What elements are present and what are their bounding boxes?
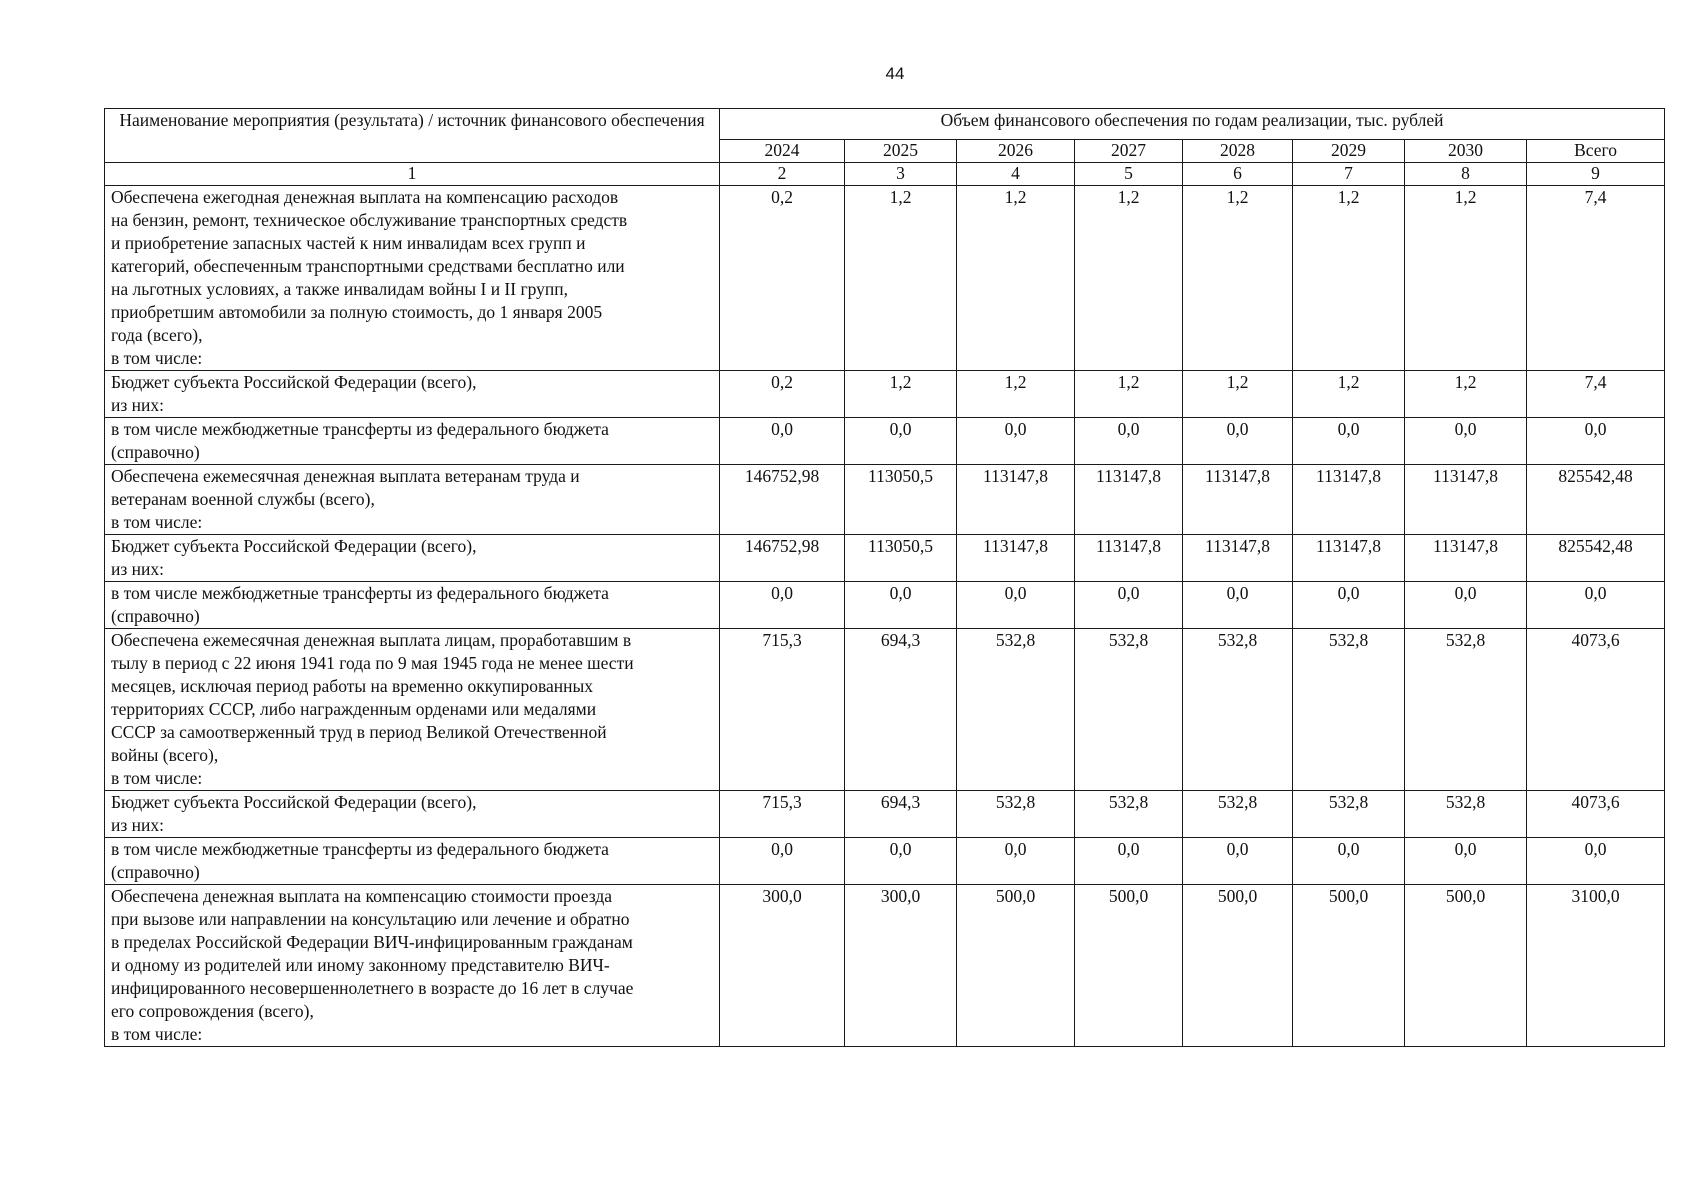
- row-value: 532,8: [957, 629, 1075, 791]
- row-value: 694,3: [845, 629, 957, 791]
- row-value: 0,0: [720, 838, 845, 885]
- table-row: [105, 885, 1665, 1047]
- column-number: 8: [1405, 163, 1527, 186]
- row-value: 146752,98: [720, 465, 845, 535]
- table-row: [105, 838, 1665, 885]
- row-name: [105, 885, 720, 1047]
- row-value: 7,4: [1527, 186, 1665, 371]
- row-name-line: в том числе межбюджетные трансферты из федерального бюджета: [111, 583, 609, 603]
- row-value: 0,0: [1405, 838, 1527, 885]
- row-name: [105, 418, 720, 465]
- header-year: 2028: [1183, 140, 1293, 163]
- row-value: 500,0: [1183, 885, 1293, 1047]
- column-number: 7: [1293, 163, 1405, 186]
- row-value: 113147,8: [1293, 465, 1405, 535]
- row-name-line: территориях СССР, либо награжденным орденами или медалями: [111, 699, 597, 719]
- row-name-line: (справочно): [111, 442, 200, 462]
- row-value: 715,3: [720, 791, 845, 838]
- row-value: 1,2: [1183, 186, 1293, 371]
- row-value: 113147,8: [1183, 465, 1293, 535]
- row-name-line: ветеранам военной службы (всего),: [111, 489, 375, 509]
- row-value: 825542,48: [1527, 535, 1665, 582]
- row-value: 0,0: [1293, 838, 1405, 885]
- row-name-line: категорий, обеспеченным транспортными средствами бесплатно или: [111, 256, 625, 276]
- row-name-line: в том числе межбюджетные трансферты из федерального бюджета: [111, 839, 609, 859]
- row-value: 694,3: [845, 791, 957, 838]
- row-name-line: в том числе:: [111, 768, 203, 788]
- row-name-line: его сопровождения (всего),: [111, 1001, 314, 1021]
- row-name: [105, 371, 720, 418]
- row-value: 4073,6: [1527, 629, 1665, 791]
- row-name-line: Обеспечена денежная выплата на компенсацию стоимости проезда: [111, 886, 613, 906]
- row-value: 1,2: [1183, 371, 1293, 418]
- header-year: 2026: [957, 140, 1075, 163]
- row-value: 1,2: [1075, 186, 1183, 371]
- row-value: 532,8: [1293, 791, 1405, 838]
- row-name-line: войны (всего),: [111, 745, 219, 765]
- row-value: 0,0: [1075, 418, 1183, 465]
- header-year: Всего: [1527, 140, 1665, 163]
- row-value: 0,0: [1405, 582, 1527, 629]
- row-name-line: и приобретение запасных частей к ним инвалидам всех групп и: [111, 233, 586, 253]
- row-value: 4073,6: [1527, 791, 1665, 838]
- row-name-line: Обеспечена ежегодная денежная выплата на компенсацию расходов: [111, 187, 619, 207]
- row-value: 1,2: [845, 186, 957, 371]
- column-number: 9: [1527, 163, 1665, 186]
- row-value: 113147,8: [1405, 465, 1527, 535]
- header-name-column: Наименование мероприятия (результата) / источник финансового обеспечения: [105, 109, 720, 163]
- row-name-line: в том числе:: [111, 512, 203, 532]
- row-name-line: и одному из родителей или иному законному представителю ВИЧ-: [111, 955, 610, 975]
- table-row: [105, 465, 1665, 535]
- column-number: 2: [720, 163, 845, 186]
- row-name-line: в пределах Российской Федерации ВИЧ-инфицированным гражданам: [111, 932, 633, 952]
- row-value: 0,0: [1293, 418, 1405, 465]
- column-number: 5: [1075, 163, 1183, 186]
- row-value: 0,0: [957, 838, 1075, 885]
- row-value: 113147,8: [957, 465, 1075, 535]
- row-value: 532,8: [1405, 629, 1527, 791]
- row-value: 113147,8: [1405, 535, 1527, 582]
- row-value: 1,2: [1405, 371, 1527, 418]
- row-value: 1,2: [957, 186, 1075, 371]
- row-value: 300,0: [720, 885, 845, 1047]
- table-row: [105, 535, 1665, 582]
- row-value: 500,0: [1293, 885, 1405, 1047]
- row-name-line: (справочно): [111, 606, 200, 626]
- row-name-line: из них:: [111, 815, 164, 835]
- row-name-line: Бюджет субъекта Российской Федерации (всего),: [111, 536, 477, 556]
- row-value: 0,2: [720, 186, 845, 371]
- row-value: 532,8: [1075, 791, 1183, 838]
- row-value: 113147,8: [957, 535, 1075, 582]
- row-name-line: при вызове или направлении на консультацию или лечение и обратно: [111, 909, 630, 929]
- row-value: 825542,48: [1527, 465, 1665, 535]
- row-value: 300,0: [845, 885, 957, 1047]
- row-name-line: года (всего),: [111, 325, 203, 345]
- row-value: 0,0: [1527, 418, 1665, 465]
- column-number: 3: [845, 163, 957, 186]
- table-row: [105, 418, 1665, 465]
- header-year: 2029: [1293, 140, 1405, 163]
- header-year: 2030: [1405, 140, 1527, 163]
- row-name: [105, 582, 720, 629]
- financing-table: [104, 108, 1665, 1047]
- row-value: 1,2: [957, 371, 1075, 418]
- row-value: 0,0: [720, 582, 845, 629]
- row-value: 113147,8: [1075, 535, 1183, 582]
- row-value: 0,0: [1405, 418, 1527, 465]
- row-name-line: из них:: [111, 559, 164, 579]
- row-value: 1,2: [1293, 186, 1405, 371]
- row-value: 113147,8: [1075, 465, 1183, 535]
- row-value: 0,0: [1183, 838, 1293, 885]
- row-name-line: Бюджет субъекта Российской Федерации (всего),: [111, 792, 477, 812]
- table-body: [105, 163, 1665, 1047]
- row-value: 0,0: [957, 418, 1075, 465]
- table-row: [105, 371, 1665, 418]
- row-value: 500,0: [1075, 885, 1183, 1047]
- column-numbers-row: [105, 163, 1665, 186]
- row-value: 0,0: [1527, 582, 1665, 629]
- row-value: 532,8: [1293, 629, 1405, 791]
- table-row: [105, 186, 1665, 371]
- row-name: [105, 465, 720, 535]
- row-name-line: из них:: [111, 395, 164, 415]
- row-name-line: приобретшим автомобили за полную стоимость, до 1 января 2005: [111, 302, 603, 322]
- row-name: [105, 629, 720, 791]
- row-value: 113147,8: [1183, 535, 1293, 582]
- row-name-line: Обеспечена ежемесячная денежная выплата ветеранам труда и: [111, 466, 580, 486]
- row-value: 0,0: [845, 838, 957, 885]
- row-name-line: Обеспечена ежемесячная денежная выплата лицам, проработавшим в: [111, 630, 632, 650]
- row-name-line: на льготных условиях, а также инвалидам войны I и II групп,: [111, 279, 569, 299]
- row-value: 0,0: [1075, 838, 1183, 885]
- column-number: 4: [957, 163, 1075, 186]
- header-volume-span: Объем финансового обеспечения по годам реализации, тыс. рублей: [720, 109, 1665, 140]
- row-value: 1,2: [845, 371, 957, 418]
- table-row: [105, 582, 1665, 629]
- row-name-line: в том числе:: [111, 1024, 203, 1044]
- row-value: 0,0: [1183, 582, 1293, 629]
- row-value: 532,8: [957, 791, 1075, 838]
- row-value: 0,0: [720, 418, 845, 465]
- row-value: 0,0: [1293, 582, 1405, 629]
- row-name-line: инфицированного несовершеннолетнего в возрасте до 16 лет в случае: [111, 978, 634, 998]
- header-year: 2027: [1075, 140, 1183, 163]
- row-value: 113050,5: [845, 535, 957, 582]
- row-value: 0,0: [1527, 838, 1665, 885]
- row-value: 7,4: [1527, 371, 1665, 418]
- row-value: 500,0: [1405, 885, 1527, 1047]
- header-year: 2025: [845, 140, 957, 163]
- row-value: 532,8: [1183, 791, 1293, 838]
- table-row: [105, 629, 1665, 791]
- row-name-line: тылу в период с 22 июня 1941 года по 9 мая 1945 года не менее шести: [111, 653, 634, 673]
- row-name-line: в том числе межбюджетные трансферты из федерального бюджета: [111, 419, 609, 439]
- page-number: 44: [885, 64, 905, 83]
- row-name-line: на бензин, ремонт, техническое обслуживание транспортных средств: [111, 210, 628, 230]
- row-value: 3100,0: [1527, 885, 1665, 1047]
- row-name-line: СССР за самоотверженный труд в период Великой Отечественной: [111, 722, 607, 742]
- row-value: 500,0: [957, 885, 1075, 1047]
- row-name: [105, 791, 720, 838]
- row-value: 1,2: [1293, 371, 1405, 418]
- row-name-line: (справочно): [111, 862, 200, 882]
- column-number: 1: [105, 163, 720, 186]
- row-value: 0,0: [845, 418, 957, 465]
- row-name: [105, 838, 720, 885]
- row-value: 532,8: [1405, 791, 1527, 838]
- row-name-line: в том числе:: [111, 348, 203, 368]
- row-value: 113050,5: [845, 465, 957, 535]
- row-name: [105, 535, 720, 582]
- row-value: 146752,98: [720, 535, 845, 582]
- table-row: [105, 791, 1665, 838]
- row-value: 1,2: [1075, 371, 1183, 418]
- row-value: 0,0: [957, 582, 1075, 629]
- row-value: 113147,8: [1293, 535, 1405, 582]
- row-value: 532,8: [1075, 629, 1183, 791]
- row-value: 715,3: [720, 629, 845, 791]
- row-value: 0,0: [845, 582, 957, 629]
- row-value: 0,2: [720, 371, 845, 418]
- row-name: [105, 186, 720, 371]
- row-name-line: месяцев, исключая период работы на временно оккупированных: [111, 676, 594, 696]
- row-value: 532,8: [1183, 629, 1293, 791]
- row-value: 1,2: [1405, 186, 1527, 371]
- row-value: 0,0: [1183, 418, 1293, 465]
- column-number: 6: [1183, 163, 1293, 186]
- row-value: 0,0: [1075, 582, 1183, 629]
- row-name-line: Бюджет субъекта Российской Федерации (всего),: [111, 372, 477, 392]
- header-year: 2024: [720, 140, 845, 163]
